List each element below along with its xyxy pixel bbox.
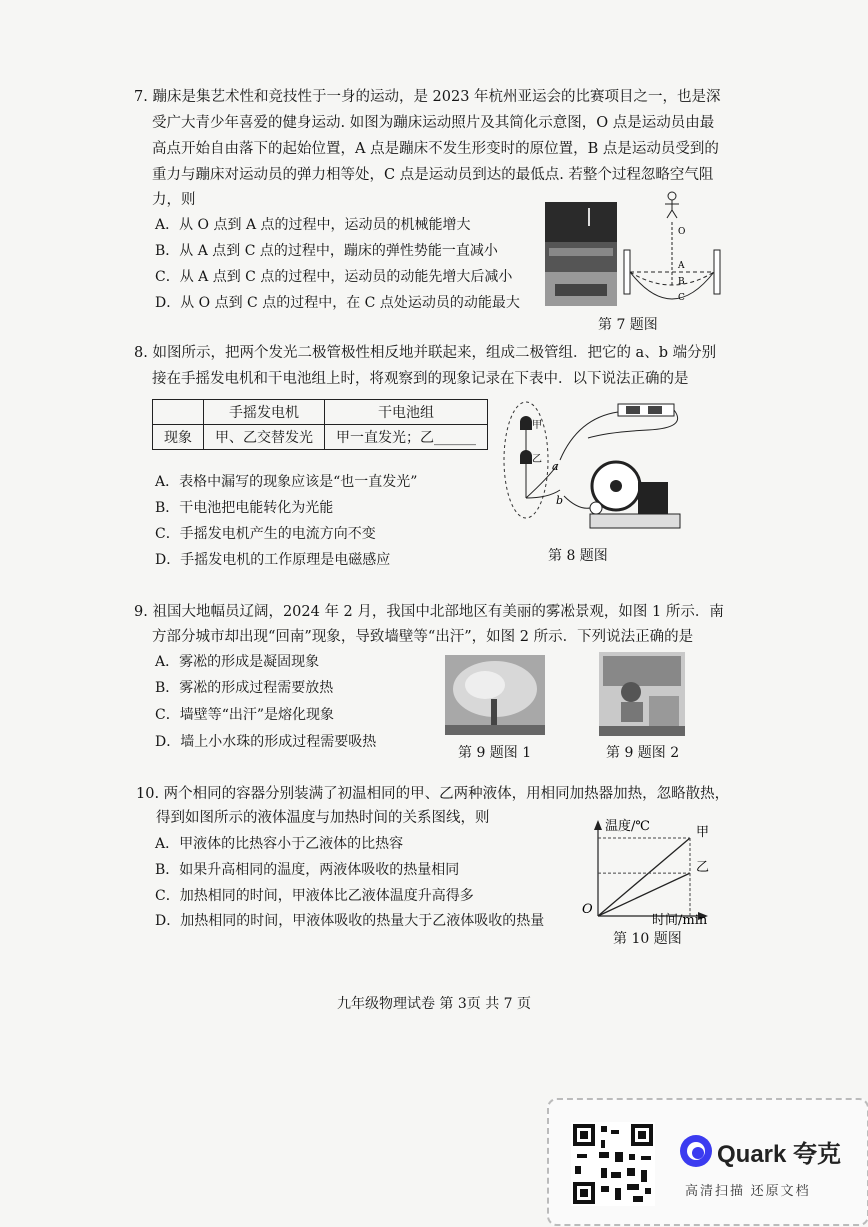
q7-line-5: 力，则 <box>152 192 196 208</box>
quark-watermark <box>547 1098 868 1226</box>
q10-caption: 第 10 题图 <box>613 931 682 947</box>
series-label-yi: 乙 <box>696 860 710 876</box>
series-label-jia: 甲 <box>696 825 710 840</box>
q7-line-1: 7. 蹦床是集艺术性和竞技性于一身的运动，是 2023 年杭州亚运会的比赛项目之一，也是深 <box>134 89 721 105</box>
terminal-a-label: a <box>552 460 559 473</box>
q8-option-a: A．表格中漏写的现象应该是“也一直发光” <box>155 474 418 490</box>
q7-option-a: A．从 O 点到 A 点的过程中，运动员的机械能增大 <box>155 217 471 233</box>
series-line-yi <box>598 873 690 916</box>
sweating-wall-photo <box>599 652 685 736</box>
diode-yi-label: 乙 <box>532 454 542 465</box>
q7-line-3: 高点开始自由落下的起始位置，A 点是蹦床不发生形变时的原位置，B 点是运动员受到的 <box>152 141 719 157</box>
q8-option-c: C．手摇发电机产生的电流方向不变 <box>155 526 376 542</box>
temperature-time-chart <box>578 812 728 930</box>
page-footer: 九年级物理试卷 第 3页 共 7 页 <box>336 996 532 1012</box>
q9-option-b: B．雾凇的形成过程需要放热 <box>155 680 334 696</box>
observation-table <box>152 399 488 450</box>
q9-caption-2: 第 9 题图 2 <box>606 745 680 761</box>
y-axis-arrow <box>594 820 602 830</box>
q9-option-a: A．雾凇的形成是凝固现象 <box>155 654 320 670</box>
quark-brand: Quark 夸克 <box>717 1141 842 1168</box>
point-b-label: B <box>678 277 685 287</box>
q7-caption: 第 7 题图 <box>598 317 658 333</box>
q10-option-a: A．甲液体的比热容小于乙液体的比热容 <box>155 836 404 852</box>
q9-option-d: D．墙上小水珠的形成过程需要吸热 <box>155 734 377 750</box>
x-axis-label: 时间/min <box>652 913 708 928</box>
origin-label: O <box>582 902 593 917</box>
diode-jia-label: 甲 <box>532 420 542 431</box>
q8-caption: 第 8 题图 <box>548 548 608 564</box>
table-cell-generator: 甲、乙交替发光 <box>204 425 325 450</box>
terminal-b-label: b <box>556 494 564 507</box>
quark-logo-icon <box>679 1134 713 1168</box>
table-header-generator: 手摇发电机 <box>204 400 325 425</box>
q9-line-2: 方部分城市却出现“回南”现象，导致墙壁等“出汗”，如图 2 所示．下列说法正确的是 <box>152 629 694 645</box>
q8-line-2: 接在手摇发电机和干电池组上时，将观察到的现象记录在下表中．以下说法正确的是 <box>152 371 689 387</box>
q10-line-1: 10. 两个相同的容器分别装满了初温相同的甲、乙两种液体，用相同加热器加热，忽略散热， <box>136 786 730 802</box>
q8-option-b: B．干电池把电能转化为光能 <box>155 500 334 516</box>
q10-option-d: D．加热相同的时间，甲液体吸收的热量大于乙液体吸收的热量 <box>155 913 545 929</box>
point-a-label: A <box>678 261 685 271</box>
q9-caption-1: 第 9 题图 1 <box>458 745 532 761</box>
diode-generator-diagram <box>498 398 688 540</box>
q8-option-d: D．手摇发电机的工作原理是电磁感应 <box>155 552 391 568</box>
q7-line-2: 受广大青少年喜爱的健身运动. 如图为蹦床运动照片及其简化示意图，O 点是运动员由最 <box>152 115 715 131</box>
rime-photo <box>445 655 545 735</box>
q10-option-c: C．加热相同的时间，甲液体比乙液体温度升高得多 <box>155 888 474 904</box>
point-o-label: O <box>678 227 686 237</box>
q9-option-c: C．墙壁等“出汗”是熔化现象 <box>155 707 335 723</box>
q10-line-2: 得到如图所示的液体温度与加热时间的关系图线，则 <box>156 810 490 826</box>
q10-option-b: B．如果升高相同的温度，两液体吸收的热量相同 <box>155 862 460 878</box>
table-cell-battery: 甲一直发光；乙______ <box>325 425 488 450</box>
y-axis-label: 温度/℃ <box>605 819 650 834</box>
quark-slogan: 高清扫描 还原文档 <box>685 1183 811 1198</box>
point-c-label: C <box>678 293 685 303</box>
table-header-empty <box>153 400 204 425</box>
q7-option-c: C．从 A 点到 C 点的过程中，运动员的动能先增大后减小 <box>155 269 513 285</box>
q8-line-1: 8. 如图所示，把两个发光二极管极性相反地并联起来，组成二极管组．把它的 a、b 端分别 <box>134 345 717 361</box>
qr-code-icon <box>571 1122 655 1206</box>
table-row-label: 现象 <box>153 425 204 450</box>
table-header-battery: 干电池组 <box>325 400 488 425</box>
q7-option-b: B．从 A 点到 C 点的过程中，蹦床的弹性势能一直减小 <box>155 243 498 259</box>
q9-line-1: 9. 祖国大地幅员辽阔，2024 年 2 月，我国中北部地区有美丽的雾凇景观，如图 1 所示．南 <box>134 604 724 620</box>
trampoline-photo <box>545 202 617 306</box>
trampoline-diagram <box>620 188 728 310</box>
q7-line-4: 重力与蹦床对运动员的弹力相等处，C 点是运动员到达的最低点. 若整个过程忽略空气阻 <box>152 167 714 183</box>
q7-option-d: D．从 O 点到 C 点的过程中，在 C 点处运动员的动能最大 <box>155 295 520 311</box>
series-line-jia <box>598 838 690 916</box>
